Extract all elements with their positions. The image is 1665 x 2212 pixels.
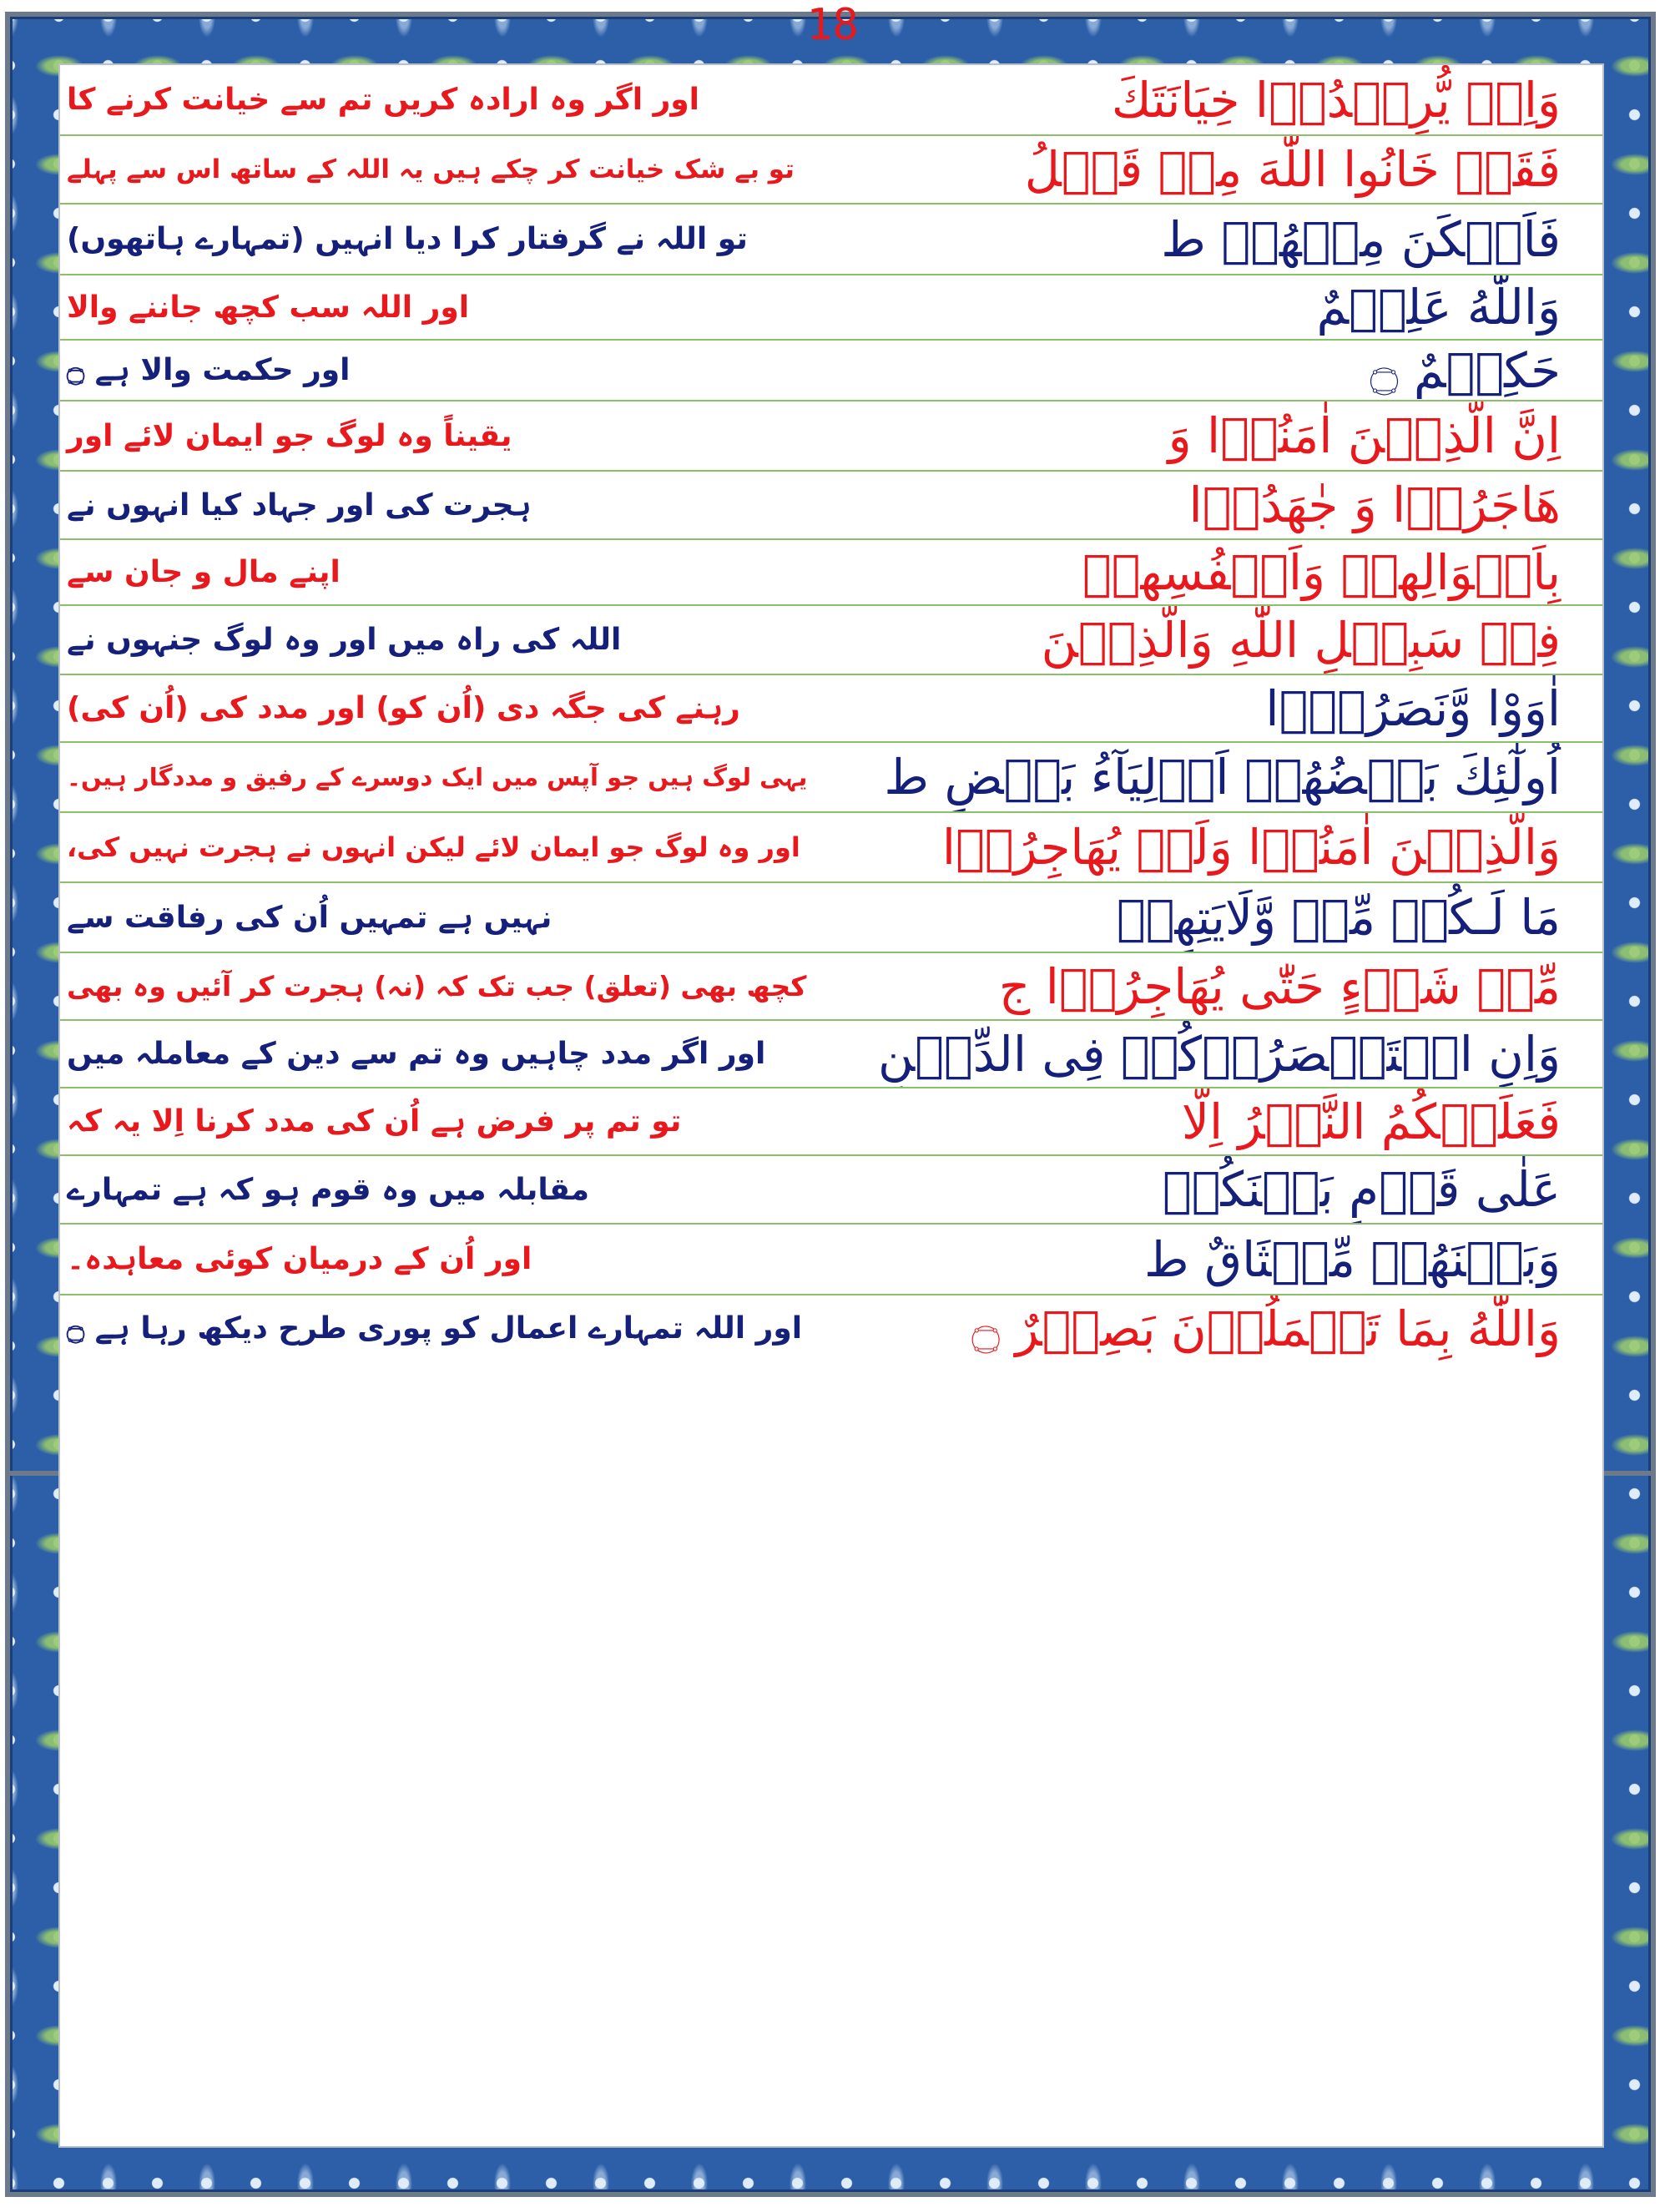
arabic-verse-cell	[831, 1295, 1602, 1361]
verse-row	[60, 538, 1602, 604]
urdu-translation-text: رہنے کی جگہ دی (اُن کو) اور مدد کی (اُن کی)	[67, 691, 740, 725]
urdu-translation-cell	[60, 341, 831, 400]
arabic-verse-cell	[831, 275, 1602, 339]
verse-row	[60, 741, 1602, 811]
urdu-translation-cell	[60, 1088, 831, 1154]
urdu-translation-text: اور اگر وہ ارادہ کریں تم سے خیانت کرنے کا	[67, 83, 700, 117]
urdu-translation-cell	[60, 743, 831, 811]
arabic-verse-cell	[831, 1021, 1602, 1087]
arabic-verse-cell	[831, 1088, 1602, 1154]
arabic-verse-text: فَقَدۡ خَانُوا اللّٰهَ مِنۡ قَبۡلُ	[1024, 141, 1561, 198]
urdu-translation-cell	[60, 275, 831, 339]
urdu-translation-text: اپنے مال و جان سے	[67, 555, 341, 589]
arabic-verse-text: فَعَلَيۡكُمُ النَّصۡرُ اِلَّا	[1181, 1093, 1561, 1150]
arabic-verse-text: هَاجَرُوۡا وَ جٰهَدُوۡا	[1188, 477, 1561, 533]
arabic-verse-cell	[831, 883, 1602, 952]
arabic-verse-text: وَاِنۡ يُّرِيۡدُوۡا خِيَانَتَكَ	[1111, 71, 1561, 129]
urdu-translation-cell	[60, 136, 831, 203]
arabic-verse-cell	[831, 743, 1602, 811]
verse-table	[58, 63, 1604, 2148]
urdu-translation-text: تو بے شک خیانت کر چکے ہیں یہ اللہ کے ساتھ اس سے پہلے	[67, 154, 795, 184]
arabic-verse-text: عَلٰى قَوۡمٍ بَيۡنَكُمۡ	[1162, 1161, 1561, 1218]
arabic-verse-text: فَاَمۡكَنَ مِنۡهُمۡ ط	[1161, 210, 1561, 268]
urdu-translation-text: اور حکمت والا ہے ۝	[67, 353, 351, 387]
verse-row	[60, 1019, 1602, 1087]
arabic-verse-text: فِىۡ سَبِيۡلِ اللّٰهِ وَالَّذِيۡنَ	[1041, 611, 1561, 669]
arabic-verse-cell	[831, 341, 1602, 400]
verse-row	[60, 674, 1602, 741]
arabic-verse-text: حَكِيۡمٌ ۝	[1370, 341, 1561, 399]
urdu-translation-cell	[60, 205, 831, 274]
urdu-translation-cell	[60, 1021, 831, 1087]
urdu-translation-text: کچھ بھی (تعلق) جب تک کہ (نہ) ہجرت کر آئیں وہ بھی	[67, 970, 807, 1002]
arabic-verse-text: وَبَيۡنَهُمۡ مِّيۡثَاقٌ ط	[1144, 1230, 1561, 1288]
page-number: 18	[806, 0, 859, 50]
urdu-translation-text: مقابلہ میں وہ قوم ہو کہ ہے تمہارے	[67, 1172, 590, 1207]
verse-row	[60, 274, 1602, 339]
urdu-translation-cell	[60, 472, 831, 538]
verse-row	[60, 811, 1602, 881]
arabic-verse-text: وَاللّٰهُ عَلِيۡمٌ	[1316, 279, 1561, 336]
arabic-verse-cell	[831, 953, 1602, 1019]
verse-row	[60, 604, 1602, 674]
arabic-verse-cell	[831, 540, 1602, 604]
urdu-translation-cell	[60, 813, 831, 881]
urdu-translation-text: اور اگر مدد چاہیں وہ تم سے دین کے معاملہ میں	[67, 1037, 766, 1071]
urdu-translation-text: اللہ کی راہ میں اور وہ لوگ جنہوں نے	[67, 623, 622, 657]
verse-row	[60, 1294, 1602, 1361]
urdu-translation-text: اور وہ لوگ جو ایمان لائے لیکن انہوں نے ہجرت نہیں کی،	[67, 831, 800, 863]
verse-row	[60, 1154, 1602, 1223]
urdu-translation-text: اور اللہ تمہارے اعمال کو پوری طرح دیکھ رہا ہے ۝	[67, 1311, 803, 1346]
arabic-verse-text: وَاللّٰهُ بِمَا تَعۡمَلُوۡنَ بَصِيۡرٌ ۝	[971, 1300, 1561, 1357]
arabic-verse-cell	[831, 136, 1602, 203]
urdu-translation-text: اور اُن کے درمیان کوئی معاہدہ۔	[67, 1242, 532, 1276]
urdu-translation-text: یہی لوگ ہیں جو آپس میں ایک دوسرے کے رفیق و مددگار ہیں۔	[67, 763, 808, 791]
urdu-translation-cell	[60, 606, 831, 674]
urdu-translation-cell	[60, 1225, 831, 1294]
arabic-verse-text: وَاِنِ اسۡتَنۡصَرُوۡكُمۡ فِى الدِّيۡنِ	[877, 1025, 1561, 1083]
arabic-verse-cell	[831, 205, 1602, 274]
urdu-translation-cell	[60, 675, 831, 741]
urdu-translation-cell	[60, 1295, 831, 1361]
urdu-translation-cell	[60, 65, 831, 134]
urdu-translation-text: اور اللہ سب کچھ جاننے والا	[67, 290, 470, 325]
urdu-translation-cell	[60, 883, 831, 952]
arabic-verse-cell	[831, 401, 1602, 470]
urdu-translation-cell	[60, 401, 831, 470]
urdu-translation-text: ہجرت کی اور جہاد کیا انہوں نے	[67, 487, 532, 523]
verse-row	[60, 1087, 1602, 1154]
arabic-verse-cell	[831, 1156, 1602, 1223]
verse-row	[60, 470, 1602, 538]
arabic-verse-text: اِنَّ الَّذِيۡنَ اٰمَنُوۡا وَ	[1168, 407, 1561, 464]
arabic-verse-text: بِاَمۡوَالِهِمۡ وَاَنۡفُسِهِمۡ	[1082, 543, 1561, 601]
urdu-translation-text: یقیناً وہ لوگ جو ایمان لائے اور	[67, 418, 512, 453]
arabic-verse-text: اٰوَوْا وَّنَصَرُوۡۤا	[1265, 679, 1561, 737]
verse-row	[60, 203, 1602, 274]
arabic-verse-text: وَالَّذِيۡنَ اٰمَنُوۡا وَلَمۡ يُهَاجِرُوۡا	[941, 819, 1561, 876]
urdu-translation-text: تو اللہ نے گرفتار کرا دیا انہیں (تمہارے ہاتھوں)	[67, 222, 748, 256]
arabic-verse-cell	[831, 65, 1602, 134]
verse-row	[60, 339, 1602, 400]
verse-row	[60, 134, 1602, 203]
arabic-verse-cell	[831, 1225, 1602, 1294]
arabic-verse-cell	[831, 813, 1602, 881]
urdu-translation-cell	[60, 1156, 831, 1223]
urdu-translation-cell	[60, 953, 831, 1019]
arabic-verse-cell	[831, 472, 1602, 538]
urdu-translation-text: نہیں ہے تمہیں اُن کی رفاقت سے	[67, 900, 552, 935]
verse-row	[60, 65, 1602, 134]
verse-row	[60, 952, 1602, 1019]
arabic-verse-text: اُولٰٓئِكَ بَعۡضُهُمۡ اَوۡلِيَآءُ بَعۡضٍ ط	[884, 749, 1561, 806]
verse-row	[60, 1223, 1602, 1294]
arabic-verse-cell	[831, 675, 1602, 741]
arabic-verse-text: مِّنۡ شَىۡءٍ حَتّٰى يُهَاجِرُوۡا ج	[998, 957, 1561, 1015]
verse-row	[60, 400, 1602, 470]
arabic-verse-text: مَا لَـكُمۡ مِّنۡ وَّلَايَتِهِمۡ	[1116, 889, 1561, 946]
verse-row	[60, 881, 1602, 952]
urdu-translation-text: تو تم پر فرض ہے اُن کی مدد کرنا اِلا یہ کہ	[67, 1104, 682, 1139]
arabic-verse-cell	[831, 606, 1602, 674]
urdu-translation-cell	[60, 540, 831, 604]
